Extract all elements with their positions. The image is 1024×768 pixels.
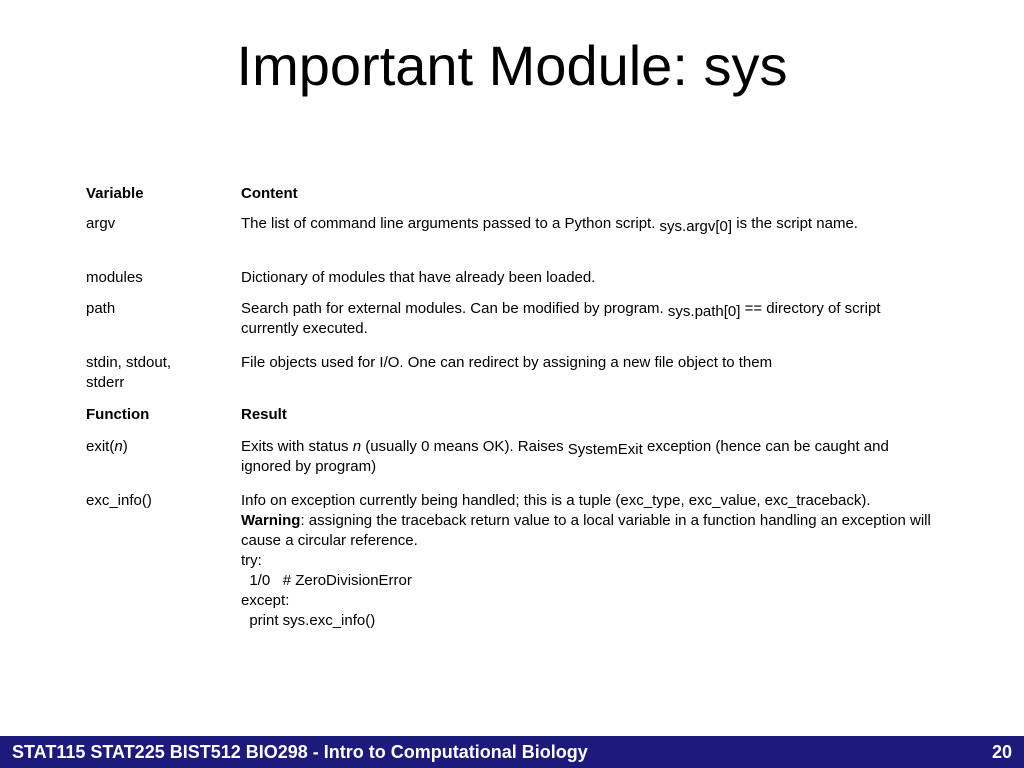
column-header-content: Content xyxy=(241,185,298,202)
function-name-text: ) xyxy=(122,438,128,455)
code-line: except: xyxy=(241,592,290,609)
inline-code: sys.path[0] xyxy=(667,303,741,320)
description-text: (usually 0 means OK). Raises xyxy=(361,438,568,455)
code-line: try: xyxy=(241,552,262,569)
function-arg: n xyxy=(352,438,362,455)
description-text: Info on exception currently being handled; this is a tuple (exc_type, exc_value, exc_traceback). xyxy=(241,492,871,509)
variable-description xyxy=(241,214,931,234)
variable-description: File objects used for I/O. One can redirect by assigning a new file object to them xyxy=(241,354,773,371)
code-line: 1/0 # ZeroDivisionError xyxy=(241,572,412,589)
function-description xyxy=(241,437,931,477)
inline-code: SystemExit xyxy=(567,441,643,458)
variable-name: stdin, stdout, stderr xyxy=(86,354,172,391)
description-text: The list of command line arguments passed to a Python script. xyxy=(241,215,660,232)
variable-name: path xyxy=(86,300,116,317)
variable-name: argv xyxy=(86,215,116,232)
footer-bar xyxy=(0,736,1024,768)
warning-label: Warning xyxy=(241,512,301,529)
description-text: exception (hence can be caught and ignored by program) xyxy=(241,438,889,475)
variable-description xyxy=(241,299,931,339)
page-number: 20 xyxy=(991,742,1012,762)
code-line: print sys.exc_info() xyxy=(241,612,376,629)
function-name: exc_info() xyxy=(86,492,152,509)
description-text: == directory of script currently executed. xyxy=(241,300,881,337)
column-header-result: Result xyxy=(241,406,287,423)
description-text: : assigning the traceback return value to a local variable in a function handling an exception will cause a circular reference. xyxy=(241,512,931,549)
description-text: Exits with status xyxy=(241,438,353,455)
function-name xyxy=(86,437,226,457)
function-name-text: exit( xyxy=(86,438,115,455)
course-title: STAT115 STAT225 BIST512 BIO298 - Intro to Computational Biology xyxy=(12,742,588,762)
description-text: Search path for external modules. Can be modified by program. xyxy=(241,300,668,317)
column-header-function: Function xyxy=(86,406,150,423)
function-description xyxy=(241,491,931,631)
inline-code: sys.argv[0] xyxy=(659,218,733,235)
variable-name: modules xyxy=(86,269,143,286)
column-header-variable: Variable xyxy=(86,185,144,202)
function-arg: n xyxy=(114,438,123,455)
description-text: is the script name. xyxy=(732,215,858,232)
variable-description: Dictionary of modules that have already been loaded. xyxy=(241,269,596,286)
slide-title: Important Module: sys xyxy=(236,34,788,97)
